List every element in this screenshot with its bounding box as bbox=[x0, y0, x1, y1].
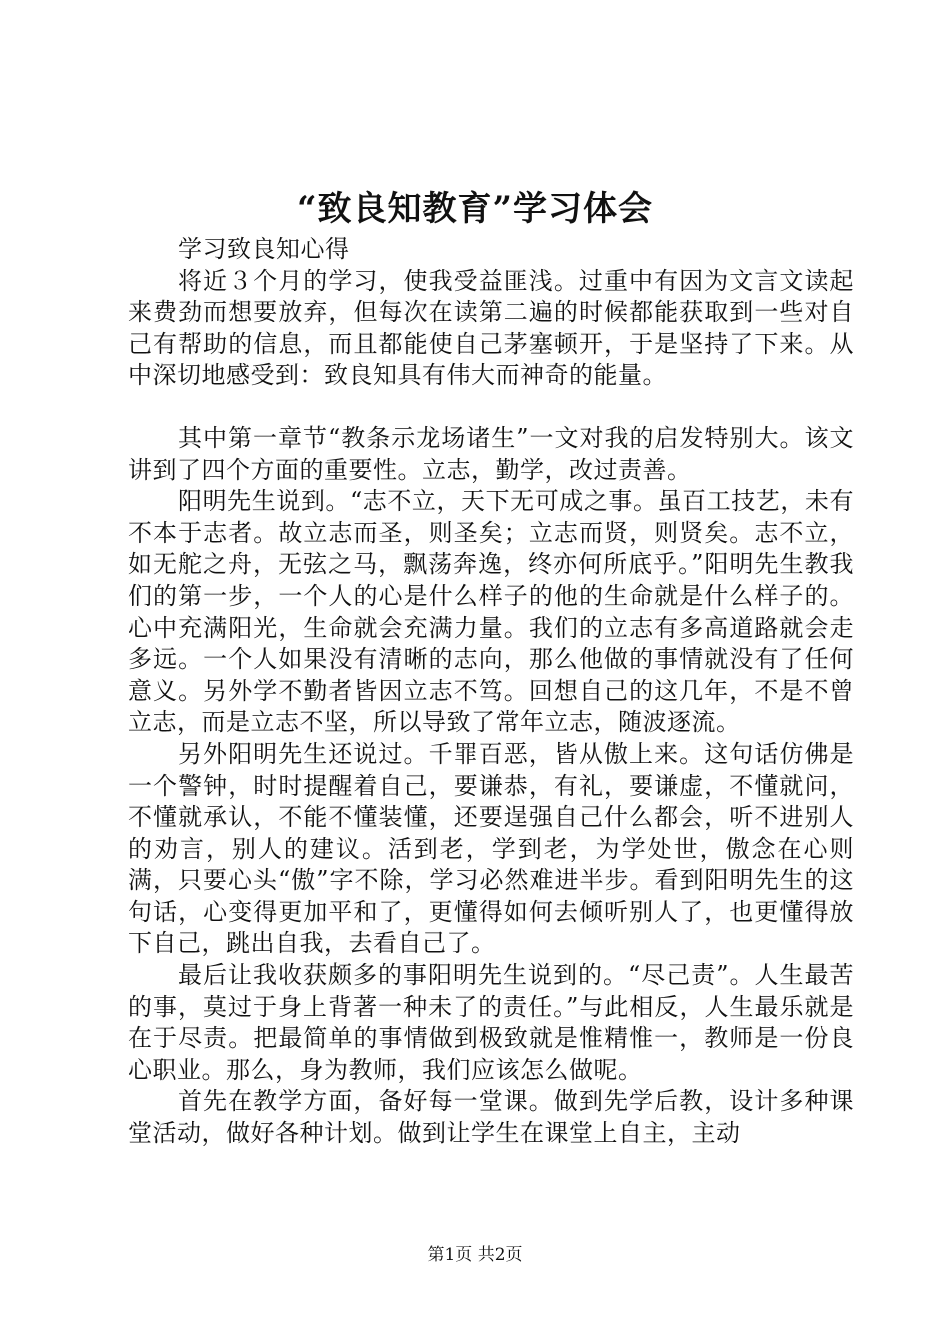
paragraph: 首先在教学方面，备好每一堂课。做到先学后教，设计多种课堂活动，做好各种计划。做到让学生在课堂上自主，主动 bbox=[128, 1087, 854, 1148]
paragraph: 将近３个月的学习，使我受益匪浅。过重中有因为文言文读起来费劲而想要放弃，但每次在读第二遍的时候都能获取到一些对自己有帮助的信息，而且都能使自己茅塞顿开，于是坚持了下来。从中深切地感受到：致良知具有伟大而神奇的能量。 bbox=[128, 266, 854, 390]
document-body bbox=[128, 234, 854, 1150]
document-title: “致良知教育”学习体会 bbox=[296, 189, 654, 229]
paragraph: 另外阳明先生还说过。千罪百恶，皆从傲上来。这句话仿佛是一个警钟，时时提醒着自己，要谦恭，有礼，要谦虚，不懂就问，不懂就承认，不能不懂装懂，还要逞强自己什么都会，听不进别人的劝言，别人的建议。活到老，学到老，为学处世，傲念在心则满，只要心头“傲”字不除，学习必然难进半步。看到阳明先生的这句话，心变得更加平和了，更懂得如何去倾听别人了，也更懂得放下自己，跳出自我，去看自己了。 bbox=[128, 739, 854, 958]
paragraph-subtitle: 学习致良知心得 bbox=[178, 235, 350, 263]
page-number-footer: 第1页 共2页 bbox=[427, 1245, 523, 1265]
paragraph: 阳明先生说到。“志不立，天下无可成之事。虽百工技艺，未有不本于志者。故立志而圣，则圣矣；立志而贤，则贤矣。志不立，如无舵之舟，无弦之马，飘荡奔逸，终亦何所底乎。”阳明先生教我们的第一步，一个人的心是什么样子的他的生命就是什么样子的。心中充满阳光，生命就会充满力量。我们的立志有多高道路就会走多远。一个人如果没有清晰的志向，那么他做的事情就没有了任何意义。另外学不勤者皆因立志不笃。回想自己的这几年，不是不曾立志，而是立志不坚，所以导致了常年立志，随波逐流。 bbox=[128, 487, 854, 737]
paragraph: 最后让我收获颇多的事阳明先生说到的。“尽己责”。人生最苦的事，莫过于身上背著一种未了的责任。”与此相反，人生最乐就是在于尽责。把最简单的事情做到极致就是惟精惟一，教师是一份良心职业。那么，身为教师，我们应该怎么做呢。 bbox=[128, 961, 854, 1084]
paragraph: 其中第一章节“教条示龙场诸生”一文对我的启发特别大。该文讲到了四个方面的重要性。立志，勤学，改过责善。 bbox=[128, 423, 854, 484]
